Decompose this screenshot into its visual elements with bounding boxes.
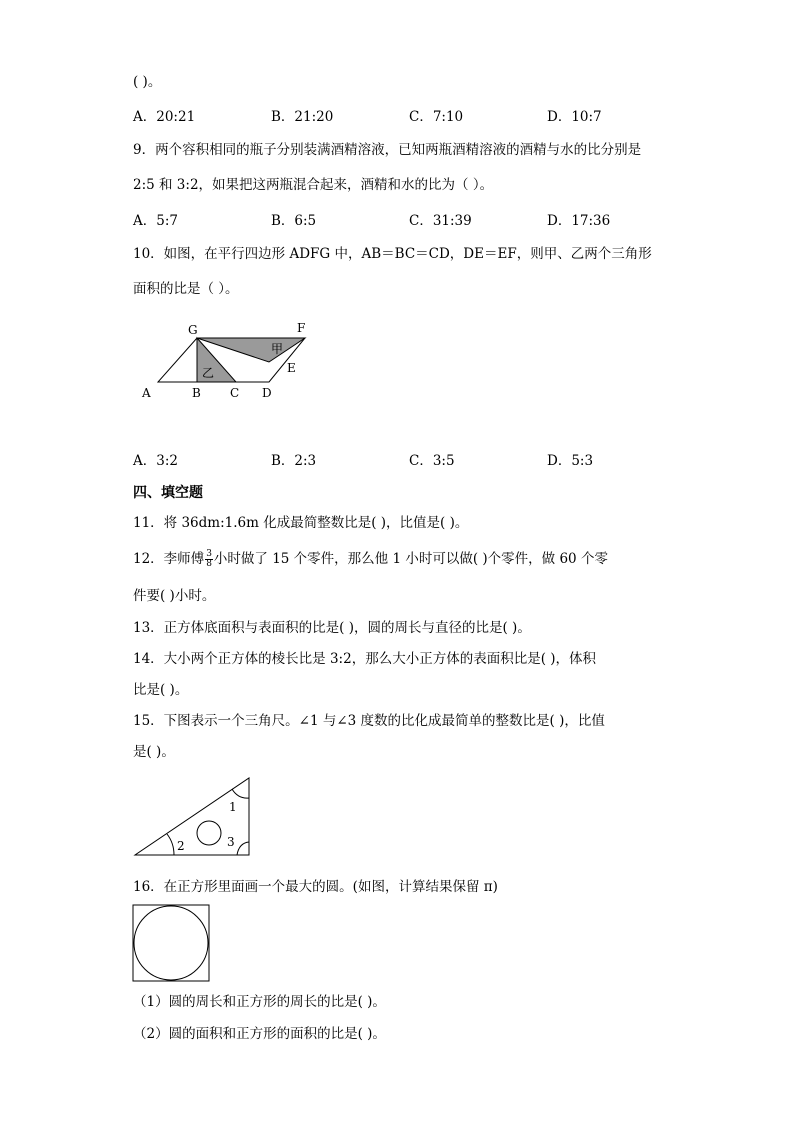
q9-line2: 2:5 和 3:2，如果把这两瓶混合起来，酒精和水的比为（ ）。 bbox=[133, 177, 494, 193]
angle-label-2: 2 bbox=[177, 839, 185, 853]
q8-option-b: B．21:20 bbox=[271, 109, 334, 125]
q10-option-a: A．3:2 bbox=[133, 453, 178, 469]
q15-line1: 15．下图表示一个三角尺。∠1 与∠3 度数的比化成最简单的整数比是( )，比值 bbox=[133, 713, 605, 729]
q8-option-c: C．7:10 bbox=[409, 109, 464, 125]
q12-line2: 件要( )小时。 bbox=[133, 588, 216, 604]
q14-line2: 比是( )。 bbox=[133, 682, 189, 698]
q8-option-d: D．10:7 bbox=[547, 109, 602, 125]
q12-line1 bbox=[133, 545, 608, 573]
triangle-ruler-figure bbox=[135, 778, 249, 855]
q10-option-b: B．2:3 bbox=[271, 453, 317, 469]
q13-text: 13．正方体底面积与表面积的比是( )，圆的周长与直径的比是( )。 bbox=[133, 620, 531, 636]
label-b: B bbox=[192, 386, 201, 400]
q10-line1: 10．如图，在平行四边形 ADFG 中，AB＝BC＝CD，DE＝EF，则甲、乙两个三角形 bbox=[133, 246, 652, 262]
q10-line2: 面积的比是（ ）。 bbox=[133, 281, 239, 297]
label-e: E bbox=[287, 361, 296, 375]
q9-option-b: B．6:5 bbox=[271, 213, 317, 229]
q16-text: 16．在正方形里面画一个最大的圆。(如图，计算结果保留 π) bbox=[133, 879, 498, 895]
q14-line1: 14．大小两个正方体的棱长比是 3:2，那么大小正方体的表面积比是( )，体积 bbox=[133, 651, 597, 667]
label-g: G bbox=[188, 323, 198, 337]
angle-label-3: 3 bbox=[227, 835, 235, 849]
label-jia: 甲 bbox=[271, 342, 284, 356]
q12-prefix: 12．李师傅 bbox=[133, 551, 205, 567]
q16-sub1: （1）圆的周长和正方形的周长的比是( )。 bbox=[133, 994, 386, 1010]
q10-option-d: D．5:3 bbox=[547, 453, 594, 469]
q11-text: 11．将 36dm:1.6m 化成最简整数比是( )，比值是( )。 bbox=[133, 515, 469, 531]
q15-line2: 是( )。 bbox=[133, 744, 175, 760]
q9-line1: 9．两个容积相同的瓶子分别装满酒精溶液，已知两瓶酒精溶液的酒精与水的比分别是 bbox=[133, 142, 642, 158]
q8-option-a: A．20:21 bbox=[133, 109, 196, 125]
q9-option-c: C．31:39 bbox=[409, 213, 472, 229]
q9-option-d: D．17:36 bbox=[547, 213, 611, 229]
q9-option-a: A．5:7 bbox=[133, 213, 178, 229]
square-circle-figure bbox=[133, 905, 209, 981]
q12-fraction: $\frac{3}{8}$ bbox=[206, 549, 212, 569]
label-yi: 乙 bbox=[202, 366, 215, 380]
angle-label-1: 1 bbox=[229, 800, 237, 814]
section-title: 四、填空题 bbox=[133, 485, 203, 501]
q12-suffix: 小时做了 15 个零件，那么他 1 小时可以做( )个零件，做 60 个零 bbox=[213, 551, 608, 567]
label-a: A bbox=[142, 386, 151, 400]
label-f: F bbox=[297, 321, 306, 335]
q16-sub2: （2）圆的面积和正方形的面积的比是( )。 bbox=[133, 1026, 386, 1042]
label-d: D bbox=[262, 386, 272, 400]
q8-tail: ( )。 bbox=[133, 74, 162, 90]
label-c: C bbox=[230, 386, 240, 400]
q10-option-c: C．3:5 bbox=[409, 453, 455, 469]
